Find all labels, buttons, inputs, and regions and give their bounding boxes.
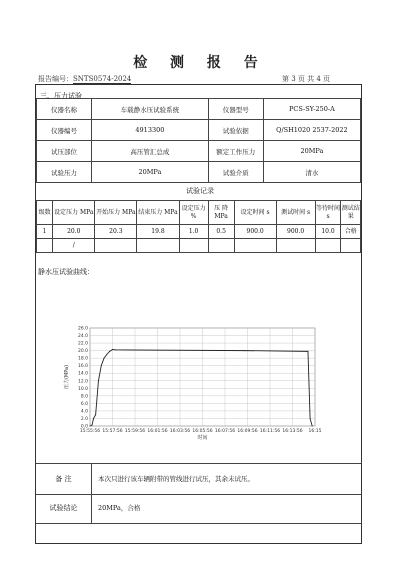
instrument-info-table <box>36 98 361 183</box>
y-tick-label: 12.0 <box>77 379 88 385</box>
y-tick-label: 22.0 <box>77 341 88 347</box>
table-cell: 20MPa <box>92 162 209 183</box>
table-row <box>37 162 361 183</box>
y-tick-label: 2.0 <box>80 416 88 422</box>
y-tick-label: 18.0 <box>77 356 88 362</box>
data-point <box>244 350 245 351</box>
table-cell: 仪器名称 <box>37 99 92 120</box>
data-point <box>307 351 308 352</box>
conclusion-label: 试验结论 <box>36 493 92 523</box>
x-tick-label: 16:15 <box>308 429 322 434</box>
data-point <box>115 349 116 350</box>
data-point <box>98 380 99 381</box>
table-cell: 19.8 <box>137 225 179 239</box>
table-cell: 20.3 <box>95 225 137 239</box>
table-cell: 合格 <box>341 225 361 239</box>
table-cell: PCS-SY-250-A <box>263 99 360 120</box>
x-tick-label: 16:05:56 <box>192 429 213 434</box>
table-cell: 清水 <box>263 162 360 183</box>
table-header-row <box>37 201 361 225</box>
table-cell <box>208 239 234 253</box>
table-row <box>37 141 361 162</box>
table-cell: 仪器型号 <box>208 99 263 120</box>
header-cell: 测试时间 s <box>276 201 315 225</box>
table-cell: Q/SH1020 2537-2022 <box>263 120 360 141</box>
table-cell: 1.0 <box>179 225 208 239</box>
table-cell <box>341 239 361 253</box>
table-cell: 车载静水压试验系统 <box>92 99 209 120</box>
x-tick-label: 15:59:56 <box>124 429 146 434</box>
y-tick-label: 6.0 <box>80 401 88 407</box>
header-cell: 压 降 MPa <box>208 201 234 225</box>
x-tick-label: 16:07:56 <box>214 429 236 434</box>
table-row <box>37 120 361 141</box>
record-title: 试验记录 <box>186 187 214 195</box>
conclusion-text: 20MPa，合格 <box>98 504 141 512</box>
table-row <box>37 99 361 120</box>
table-cell: 900.0 <box>276 225 315 239</box>
table-cell: 试压部位 <box>37 141 92 162</box>
table-cell <box>137 239 179 253</box>
data-point <box>106 354 107 355</box>
header-cell: 设定压力 MPa <box>53 201 95 225</box>
x-tick-label: 16:01:56 <box>147 429 168 434</box>
y-tick-label: 10.0 <box>77 386 88 392</box>
table-cell <box>276 239 315 253</box>
table-cell <box>95 239 137 253</box>
section-title: 三、压力试验 <box>40 92 82 100</box>
header-cell: 设定压力 % <box>179 201 208 225</box>
table-cell: 20MPa <box>263 141 360 162</box>
table-cell: 试验压力 <box>37 162 92 183</box>
header-cell: 设定时间 s <box>234 201 276 225</box>
data-point <box>95 414 96 415</box>
x-tick-label: 16:13:56 <box>282 429 303 434</box>
table-row <box>37 239 361 253</box>
table-cell <box>179 239 208 253</box>
y-tick-label: 24.0 <box>77 334 88 340</box>
data-point <box>112 349 113 350</box>
x-tick-label: 16:03:56 <box>169 429 191 434</box>
table-cell: / <box>53 239 95 253</box>
table-cell: 高压管汇总成 <box>92 141 209 162</box>
note-label: 备 注 <box>36 464 92 494</box>
header-cell: 测试结果 <box>341 201 361 225</box>
page-info-text: 第 3 页 共 4 页 <box>282 75 331 83</box>
y-tick-label: 8.0 <box>80 394 88 400</box>
y-tick-label: 26.0 <box>77 326 88 332</box>
y-tick-label: 14.0 <box>77 371 88 377</box>
report-number <box>38 74 131 84</box>
table-row <box>37 225 361 239</box>
data-point <box>101 365 102 366</box>
table-cell: 仪器编号 <box>37 120 92 141</box>
data-point <box>90 426 91 427</box>
table-cell: 额定工作压力 <box>208 141 263 162</box>
header-cell: 级数 <box>37 201 53 225</box>
data-point <box>312 426 313 427</box>
page-title: 检 测 报 告 <box>133 55 267 71</box>
table-cell: 1 <box>37 225 53 239</box>
header-cell: 结束压力 MPa <box>137 201 179 225</box>
data-point <box>93 418 94 419</box>
y-tick-label: 16.0 <box>77 364 88 370</box>
x-tick-label: 16:11:56 <box>259 429 281 434</box>
data-point <box>109 351 110 352</box>
x-axis-label: 时间 <box>197 435 208 441</box>
header-cell: 开始压力 MPa <box>95 201 137 225</box>
table-cell: 20.0 <box>53 225 95 239</box>
data-point <box>310 418 311 419</box>
report-number-label: 报告编号： <box>38 75 73 83</box>
table-cell <box>37 239 53 253</box>
table-cell: 10.0 <box>315 225 341 239</box>
y-tick-label: 4.0 <box>80 409 88 415</box>
test-record-table <box>36 200 361 253</box>
x-tick-label: 16:09:56 <box>237 429 258 434</box>
data-point <box>104 358 105 359</box>
y-tick-label: 0.0 <box>80 424 88 430</box>
table-cell <box>234 239 276 253</box>
report-number-value: SNTS0574-2024 <box>73 75 132 83</box>
note-text: 本次只进行该车辆附带的管线进行试压，其余未试压。 <box>98 475 254 483</box>
curve-label: 静水压试验曲线： <box>38 268 94 276</box>
table-cell: 试验介质 <box>208 162 263 183</box>
table-cell: 900.0 <box>234 225 276 239</box>
pressure-chart <box>60 320 330 446</box>
table-cell <box>315 239 341 253</box>
x-tick-label: 15:57:56 <box>102 429 123 434</box>
note-row <box>36 463 361 495</box>
table-cell: 4913300 <box>92 120 209 141</box>
conclusion-row <box>36 493 361 524</box>
y-tick-label: 20.0 <box>77 349 88 355</box>
table-cell: 0.5 <box>208 225 234 239</box>
x-tick-label: 15:55:56 <box>79 429 101 434</box>
header-cell: 等待时间 s <box>315 201 341 225</box>
data-point <box>92 424 93 425</box>
y-axis-label: 压力(MPa) <box>64 364 70 390</box>
table-cell: 试验依据 <box>208 120 263 141</box>
